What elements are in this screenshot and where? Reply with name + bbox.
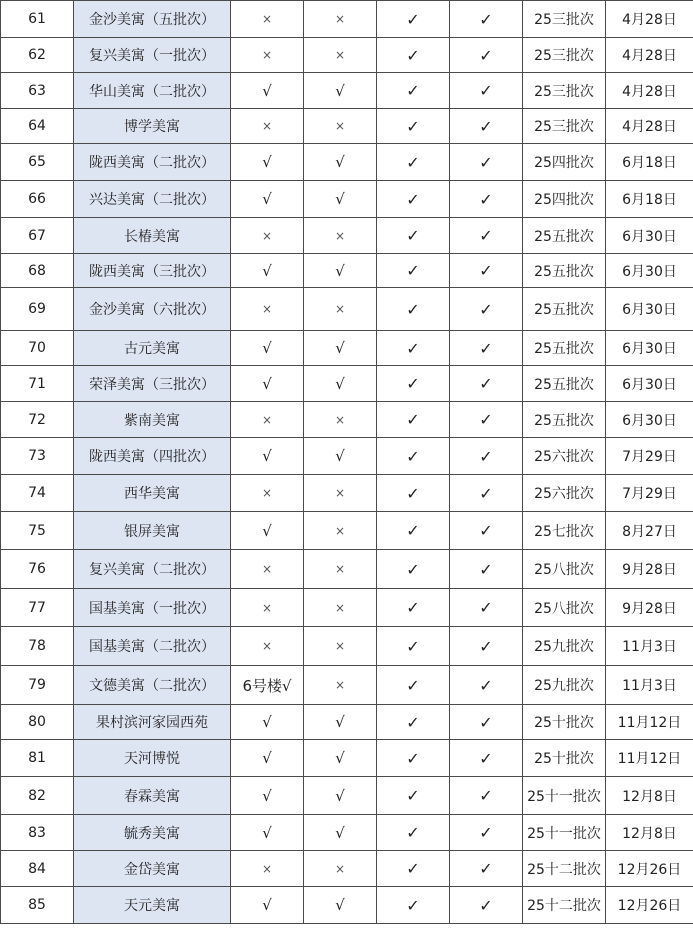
date-label: 12月8日 <box>606 777 693 815</box>
status-col-1: 6号楼√ <box>231 666 304 705</box>
table-row <box>1 109 693 144</box>
apartment-name: 金沙美寓（六批次） <box>74 288 231 331</box>
status-col-3: ✓ <box>377 331 450 366</box>
batch-label: 25十批次 <box>523 740 606 777</box>
row-number: 78 <box>1 627 74 666</box>
apartment-name: 荣泽美寓（三批次） <box>74 366 231 402</box>
status-col-4: ✓ <box>450 331 523 366</box>
row-number: 71 <box>1 366 74 402</box>
apartment-name: 兴达美寓（二批次） <box>74 181 231 218</box>
table-row <box>1 815 693 851</box>
status-col-4: ✓ <box>450 109 523 144</box>
status-col-2: √ <box>304 366 377 402</box>
batch-label: 25四批次 <box>523 144 606 181</box>
status-col-3: ✓ <box>377 1 450 38</box>
batch-label: 25八批次 <box>523 589 606 627</box>
table-row <box>1 589 693 627</box>
table-row <box>1 331 693 366</box>
status-col-4: ✓ <box>450 475 523 512</box>
status-col-3: ✓ <box>377 512 450 550</box>
batch-label: 25三批次 <box>523 73 606 109</box>
status-col-1: × <box>231 288 304 331</box>
batch-label: 25四批次 <box>523 181 606 218</box>
status-col-1: √ <box>231 705 304 740</box>
apartment-name: 春霖美寓 <box>74 777 231 815</box>
table-row <box>1 777 693 815</box>
status-col-1: × <box>231 550 304 589</box>
status-col-2: × <box>304 627 377 666</box>
row-number: 63 <box>1 73 74 109</box>
status-col-3: ✓ <box>377 740 450 777</box>
table-row <box>1 705 693 740</box>
date-label: 11月12日 <box>606 705 693 740</box>
status-col-1: √ <box>231 815 304 851</box>
apartment-name: 长椿美寓 <box>74 218 231 254</box>
status-col-4: ✓ <box>450 627 523 666</box>
status-col-3: ✓ <box>377 38 450 73</box>
apartment-name: 复兴美寓（一批次） <box>74 38 231 73</box>
status-col-4: ✓ <box>450 851 523 887</box>
status-col-4: ✓ <box>450 181 523 218</box>
date-label: 6月30日 <box>606 402 693 438</box>
table-row <box>1 181 693 218</box>
apartment-name: 天元美寓 <box>74 887 231 924</box>
status-col-4: ✓ <box>450 73 523 109</box>
status-col-3: ✓ <box>377 181 450 218</box>
row-number: 73 <box>1 438 74 475</box>
status-col-3: ✓ <box>377 218 450 254</box>
status-col-4: ✓ <box>450 705 523 740</box>
table-row <box>1 144 693 181</box>
status-col-4: ✓ <box>450 815 523 851</box>
table-row <box>1 550 693 589</box>
status-col-1: × <box>231 627 304 666</box>
table-row <box>1 475 693 512</box>
batch-label: 25五批次 <box>523 254 606 288</box>
status-col-2: × <box>304 288 377 331</box>
status-col-1: × <box>231 1 304 38</box>
status-col-2: √ <box>304 815 377 851</box>
apartment-name: 金岱美寓 <box>74 851 231 887</box>
apartment-name: 陇西美寓（四批次） <box>74 438 231 475</box>
table-row <box>1 627 693 666</box>
apartment-name: 金沙美寓（五批次） <box>74 1 231 38</box>
status-col-2: × <box>304 109 377 144</box>
date-label: 6月30日 <box>606 366 693 402</box>
row-number: 83 <box>1 815 74 851</box>
batch-label: 25十二批次 <box>523 887 606 924</box>
row-number: 81 <box>1 740 74 777</box>
batch-label: 25五批次 <box>523 366 606 402</box>
status-col-3: ✓ <box>377 815 450 851</box>
status-col-4: ✓ <box>450 1 523 38</box>
status-col-1: √ <box>231 512 304 550</box>
date-label: 11月3日 <box>606 666 693 705</box>
table-row <box>1 218 693 254</box>
date-label: 7月29日 <box>606 438 693 475</box>
status-col-4: ✓ <box>450 740 523 777</box>
status-col-3: ✓ <box>377 366 450 402</box>
apartment-name: 紫南美寓 <box>74 402 231 438</box>
date-label: 11月12日 <box>606 740 693 777</box>
status-col-2: √ <box>304 331 377 366</box>
status-col-1: × <box>231 402 304 438</box>
status-col-1: √ <box>231 331 304 366</box>
status-col-4: ✓ <box>450 438 523 475</box>
row-number: 74 <box>1 475 74 512</box>
status-col-3: ✓ <box>377 288 450 331</box>
status-col-4: ✓ <box>450 218 523 254</box>
status-col-1: √ <box>231 73 304 109</box>
status-col-2: √ <box>304 705 377 740</box>
status-col-1: √ <box>231 254 304 288</box>
batch-label: 25三批次 <box>523 38 606 73</box>
status-col-2: × <box>304 851 377 887</box>
status-col-2: √ <box>304 777 377 815</box>
apartment-name: 陇西美寓（二批次） <box>74 144 231 181</box>
date-label: 6月30日 <box>606 254 693 288</box>
row-number: 61 <box>1 1 74 38</box>
apartment-name: 果村滨河家园西苑 <box>74 705 231 740</box>
date-label: 6月30日 <box>606 288 693 331</box>
status-col-3: ✓ <box>377 402 450 438</box>
date-label: 12月26日 <box>606 851 693 887</box>
date-label: 9月28日 <box>606 589 693 627</box>
apartment-name: 华山美寓（二批次） <box>74 73 231 109</box>
apartment-name: 陇西美寓（三批次） <box>74 254 231 288</box>
status-col-1: √ <box>231 740 304 777</box>
apartment-name: 银屏美寓 <box>74 512 231 550</box>
status-col-3: ✓ <box>377 851 450 887</box>
row-number: 79 <box>1 666 74 705</box>
status-col-4: ✓ <box>450 887 523 924</box>
batch-label: 25五批次 <box>523 331 606 366</box>
batch-label: 25九批次 <box>523 627 606 666</box>
date-label: 4月28日 <box>606 38 693 73</box>
status-col-2: √ <box>304 181 377 218</box>
status-col-4: ✓ <box>450 550 523 589</box>
row-number: 82 <box>1 777 74 815</box>
batch-label: 25十一批次 <box>523 815 606 851</box>
status-col-4: ✓ <box>450 666 523 705</box>
batch-label: 25七批次 <box>523 512 606 550</box>
batch-label: 25六批次 <box>523 438 606 475</box>
status-col-3: ✓ <box>377 887 450 924</box>
date-label: 4月28日 <box>606 109 693 144</box>
status-col-4: ✓ <box>450 589 523 627</box>
table-row <box>1 740 693 777</box>
apartment-name: 文德美寓（二批次） <box>74 666 231 705</box>
date-label: 6月18日 <box>606 144 693 181</box>
date-label: 12月26日 <box>606 887 693 924</box>
status-col-3: ✓ <box>377 589 450 627</box>
apartment-name: 古元美寓 <box>74 331 231 366</box>
table-row <box>1 887 693 924</box>
status-col-3: ✓ <box>377 475 450 512</box>
row-number: 75 <box>1 512 74 550</box>
row-number: 76 <box>1 550 74 589</box>
apartment-name: 毓秀美寓 <box>74 815 231 851</box>
row-number: 68 <box>1 254 74 288</box>
status-col-1: √ <box>231 887 304 924</box>
status-col-2: × <box>304 550 377 589</box>
date-label: 9月28日 <box>606 550 693 589</box>
status-col-1: √ <box>231 366 304 402</box>
status-col-1: √ <box>231 438 304 475</box>
batch-label: 25三批次 <box>523 1 606 38</box>
batch-label: 25五批次 <box>523 288 606 331</box>
status-col-2: × <box>304 38 377 73</box>
status-col-4: ✓ <box>450 777 523 815</box>
status-col-1: √ <box>231 777 304 815</box>
date-label: 4月28日 <box>606 1 693 38</box>
batch-label: 25六批次 <box>523 475 606 512</box>
status-col-4: ✓ <box>450 38 523 73</box>
status-col-2: × <box>304 402 377 438</box>
date-label: 6月18日 <box>606 181 693 218</box>
date-label: 11月3日 <box>606 627 693 666</box>
batch-label: 25五批次 <box>523 402 606 438</box>
status-col-4: ✓ <box>450 366 523 402</box>
status-col-3: ✓ <box>377 777 450 815</box>
status-col-4: ✓ <box>450 402 523 438</box>
row-number: 69 <box>1 288 74 331</box>
status-col-4: ✓ <box>450 512 523 550</box>
table-row <box>1 851 693 887</box>
table-row <box>1 38 693 73</box>
table-body <box>1 1 693 924</box>
apartment-name: 国基美寓（二批次） <box>74 627 231 666</box>
table-row <box>1 254 693 288</box>
status-col-2: × <box>304 1 377 38</box>
table-row <box>1 402 693 438</box>
table-row <box>1 288 693 331</box>
date-label: 12月8日 <box>606 815 693 851</box>
status-col-1: × <box>231 38 304 73</box>
batch-label: 25八批次 <box>523 550 606 589</box>
date-label: 7月29日 <box>606 475 693 512</box>
status-col-2: × <box>304 512 377 550</box>
status-col-3: ✓ <box>377 73 450 109</box>
status-col-2: × <box>304 475 377 512</box>
apartment-name: 博学美寓 <box>74 109 231 144</box>
row-number: 62 <box>1 38 74 73</box>
status-col-4: ✓ <box>450 254 523 288</box>
batch-label: 25五批次 <box>523 218 606 254</box>
row-number: 65 <box>1 144 74 181</box>
status-col-3: ✓ <box>377 550 450 589</box>
date-label: 4月28日 <box>606 73 693 109</box>
status-col-4: ✓ <box>450 144 523 181</box>
apartment-name: 天河博悦 <box>74 740 231 777</box>
status-col-2: √ <box>304 740 377 777</box>
status-col-1: √ <box>231 181 304 218</box>
status-col-2: √ <box>304 144 377 181</box>
date-label: 8月27日 <box>606 512 693 550</box>
status-col-1: × <box>231 589 304 627</box>
batch-label: 25十批次 <box>523 705 606 740</box>
status-col-2: × <box>304 218 377 254</box>
status-col-2: √ <box>304 254 377 288</box>
row-number: 85 <box>1 887 74 924</box>
status-col-2: √ <box>304 73 377 109</box>
status-col-3: ✓ <box>377 254 450 288</box>
batch-label: 25三批次 <box>523 109 606 144</box>
status-col-2: × <box>304 589 377 627</box>
status-col-3: ✓ <box>377 627 450 666</box>
row-number: 84 <box>1 851 74 887</box>
status-col-3: ✓ <box>377 109 450 144</box>
status-col-1: × <box>231 109 304 144</box>
status-col-2: √ <box>304 438 377 475</box>
apartment-name: 复兴美寓（二批次） <box>74 550 231 589</box>
row-number: 66 <box>1 181 74 218</box>
table-row <box>1 666 693 705</box>
batch-label: 25十二批次 <box>523 851 606 887</box>
table-row <box>1 438 693 475</box>
status-col-3: ✓ <box>377 144 450 181</box>
status-col-4: ✓ <box>450 288 523 331</box>
status-col-2: × <box>304 666 377 705</box>
date-label: 6月30日 <box>606 331 693 366</box>
row-number: 64 <box>1 109 74 144</box>
row-number: 67 <box>1 218 74 254</box>
table-row <box>1 1 693 38</box>
table-row <box>1 512 693 550</box>
table-row <box>1 366 693 402</box>
row-number: 72 <box>1 402 74 438</box>
batch-label: 25十一批次 <box>523 777 606 815</box>
batch-label: 25九批次 <box>523 666 606 705</box>
status-col-1: √ <box>231 144 304 181</box>
status-col-3: ✓ <box>377 705 450 740</box>
status-col-1: × <box>231 218 304 254</box>
apartment-name: 西华美寓 <box>74 475 231 512</box>
row-number: 70 <box>1 331 74 366</box>
status-col-3: ✓ <box>377 438 450 475</box>
status-col-3: ✓ <box>377 666 450 705</box>
row-number: 80 <box>1 705 74 740</box>
status-col-2: √ <box>304 887 377 924</box>
date-label: 6月30日 <box>606 218 693 254</box>
apartment-name: 国基美寓（一批次） <box>74 589 231 627</box>
status-col-1: × <box>231 851 304 887</box>
table-row <box>1 73 693 109</box>
status-col-1: × <box>231 475 304 512</box>
row-number: 77 <box>1 589 74 627</box>
